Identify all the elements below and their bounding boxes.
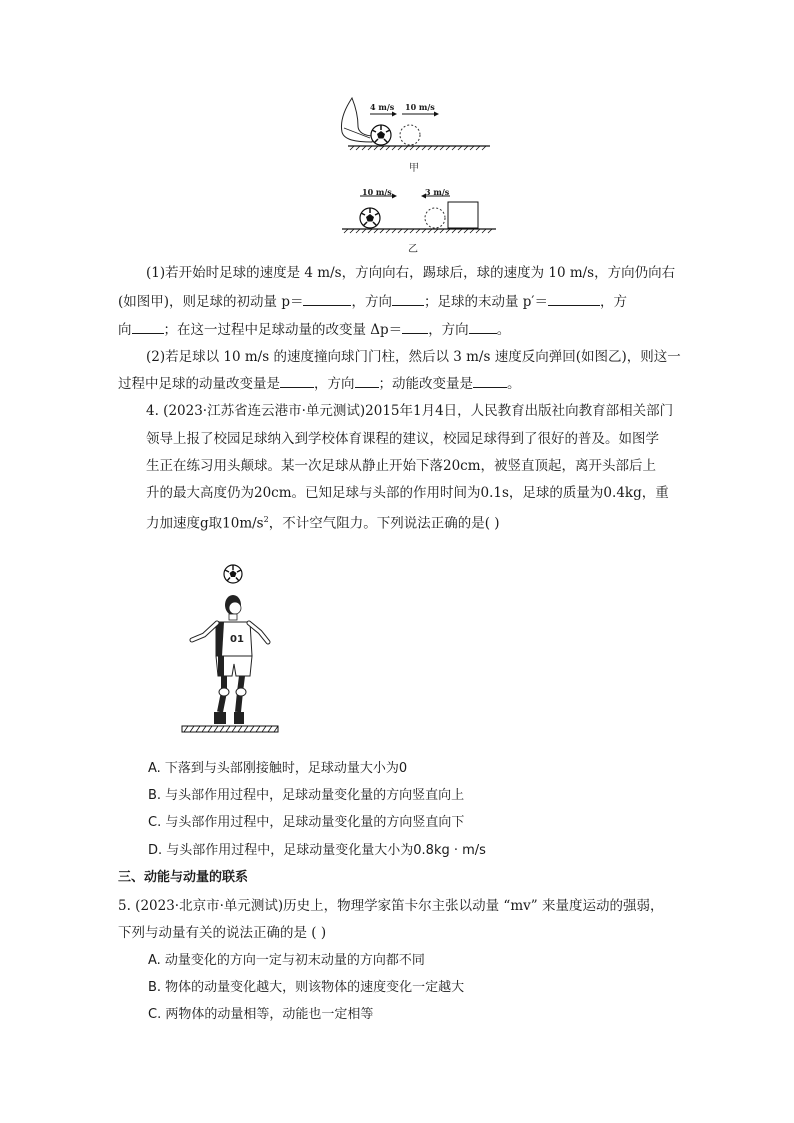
q4-line2: 领导上报了校园足球纳入到学校体育课程的建议，校园足球得到了很好的普及。如图学 [146,431,659,447]
answer-blank[interactable] [132,320,164,334]
soccer-ball-icon [360,208,380,228]
jia-velocity-label-1: 4 m/s [370,102,395,112]
jia-velocity-label-2: 10 m/s [405,102,435,112]
answer-blank[interactable] [469,320,497,334]
svg-text:01: 01 [230,634,244,645]
answer-blank[interactable] [280,374,314,388]
q3-part2-line1: (2)若足球以 10 m/s 的速度撞向球门门柱，然后以 3 m/s 速度反向弹回(如图乙)，则这一 [146,349,681,365]
answer-blank[interactable] [355,374,379,388]
answer-blank[interactable] [473,374,507,388]
figure-yi-caption: 乙 [408,244,418,255]
yi-velocity-label-1: 10 m/s [362,187,392,197]
answer-blank[interactable] [548,292,600,306]
q4-line4: 升的最大高度仍为20cm。已知足球与头部的作用时间为0.1s，足球的质量为0.4kg，重 [146,485,669,501]
q4-line1: 4. (2023·江苏省连云港市·单元测试)2015年1月4日，人民教育出版社向教育部相关部门 [146,403,674,419]
q3-part2-line2: 过程中足球的动量改变量是 ，方向 ；动能改变量是 。 [118,376,521,392]
goalpost-block [448,202,478,228]
figure-jia-caption: 甲 [409,163,419,174]
q5-line1: 5. (2023·北京市·单元测试)历史上，物理学家笛卡尔主张以动量 “mv” 来量度运动的强弱， [118,898,664,914]
q4-option-a[interactable]: A. 下落到与头部刚接触时，足球动量大小为0 [148,761,408,776]
q4-line3: 生正在练习用头颠球。某一次足球从静止开始下落20cm，被竖直顶起，离开头部后上 [146,458,657,474]
dashed-ball-outline [400,125,420,145]
q5-option-b[interactable]: B. 物体的动量变化越大，则该物体的速度变化一定越大 [148,980,465,995]
answer-blank[interactable] [392,292,424,306]
q5-line2: 下列与动量有关的说法正确的是 ( ) [118,925,327,941]
q3-part1-line2: (如图甲)，则足球的初动量 p＝ ，方向 ；足球的末动量 p′＝ ，方 [118,294,627,310]
q3-part1-line1: (1)若开始时足球的速度是 4 m/s，方向向右，踢球后，球的速度为 10 m/s，方向仍向右 [146,265,676,281]
q3-part1-line3: 向 ；在这一过程中足球动量的改变量 Δp＝ ，方向 。 [118,322,511,338]
q4-option-b[interactable]: B. 与头部作用过程中，足球动量变化量的方向竖直向上 [148,788,465,803]
answer-blank[interactable] [303,292,351,306]
answer-blank[interactable] [402,320,428,334]
dashed-ball-outline [425,208,445,228]
q4-option-d[interactable]: D. 与头部作用过程中，足球动量变化量大小为0.8kg · m/s [148,843,486,858]
q4-option-c[interactable]: C. 与头部作用过程中，足球动量变化量的方向竖直向下 [148,815,465,830]
q5-option-a[interactable]: A. 动量变化的方向一定与初末动量的方向都不同 [148,953,425,968]
q5-option-c[interactable]: C. 两物体的动量相等，动能也一定相等 [148,1007,374,1022]
yi-velocity-label-2: 3 m/s [425,187,450,197]
player-heading-ball-figure [180,560,280,745]
section-heading: 三、动能与动量的联系 [118,870,249,885]
soccer-ball-icon [224,565,242,583]
soccer-ball-icon [371,125,391,145]
q4-line5: 力加速度g取$10m/s^2$，不计空气阻力。下列说法正确的是( ) [146,515,500,532]
